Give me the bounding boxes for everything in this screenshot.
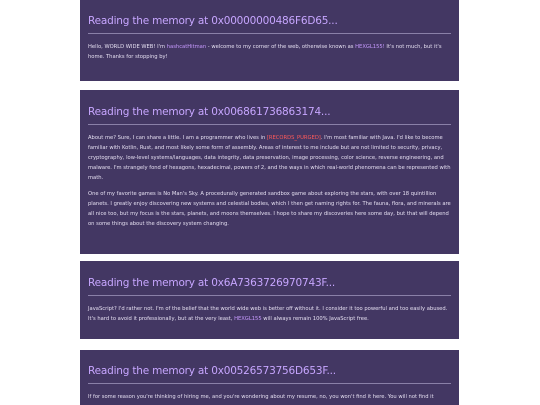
redacted-text: [RECORDS_PURGED] (266, 135, 321, 141)
text-run: One of my favorite games is No Man's Sky. A procedurally generated sandbox game about exploring the stars, with over 18 quintillion planets. I greatly enjoy discovering new systems and celestial bodies, which I then get naming rights for. The fauna, flora, and minerals are all nice too, but my focus is the stars, planets, and moons themselves. I hope to share my discoveries here some day, but that will depend on some things about the discovery system changing. (88, 191, 451, 227)
paragraph (88, 392, 451, 402)
card-title: Reading the memory at 0x00000000486F6D65... (88, 15, 338, 27)
paragraph (88, 133, 451, 183)
text-run: will always remain 100% JavaScript free. (261, 316, 369, 322)
divider (88, 124, 451, 125)
text-run: It's not much, but it's home. Thanks for stopping by! (88, 44, 442, 60)
card-body (88, 304, 451, 324)
card-body (88, 42, 451, 62)
card-title: Reading the memory at 0x00526573756D653F... (88, 365, 336, 377)
text-run: About me? Sure, I can share a little. I am a programmer who lives in (88, 135, 267, 141)
memory-card-home (80, 0, 459, 81)
card-body (88, 392, 451, 402)
text-run: . I'm most familiar with Java. I'd like to become familiar with Kotlin, Rust, and most likely some form of assembly. Areas of interest to me include but are not limited to security, privacy, cryptography, low-level systems/languages, data integrity, data preservation, image processing, color science, reverse engineering, and malware. I'm strangely fond of hexagons, hexadecimal, powers of 2, and the ways in which real-world phenomena can be represented with math. (88, 135, 451, 181)
text-run: Hello, WORLD WIDE WEB! I'm (88, 44, 167, 50)
text-run: - welcome to my corner of the web, otherwise known as (206, 44, 356, 50)
memory-card-resume (80, 350, 459, 405)
paragraph (88, 189, 451, 229)
card-body (88, 133, 451, 229)
highlight-link[interactable]: hashcatHitman (166, 44, 207, 50)
highlight-link[interactable]: HEXGL155 (234, 316, 262, 322)
memory-card-javascript (80, 261, 459, 339)
memory-card-about (80, 90, 459, 254)
paragraph (88, 304, 451, 324)
text-run: If for some reason you're thinking of hiring me, and you're wondering about my resume, no, you won't find it here. You will not find it (88, 394, 434, 400)
text-run: JavaScript? I'd rather not. I'm of the belief that the world wide web is better off without it. I consider it too powerful and too easily abused. It's hard to avoid it professionally, but at the very least, (88, 306, 448, 322)
card-title: Reading the memory at 0x6A7363726970743F... (88, 277, 335, 289)
divider (88, 33, 451, 34)
card-title: Reading the memory at 0x006861736863174... (88, 106, 331, 118)
highlight-link[interactable]: HEXGL155! (355, 44, 385, 50)
divider (88, 383, 451, 384)
divider (88, 295, 451, 296)
paragraph (88, 42, 451, 62)
